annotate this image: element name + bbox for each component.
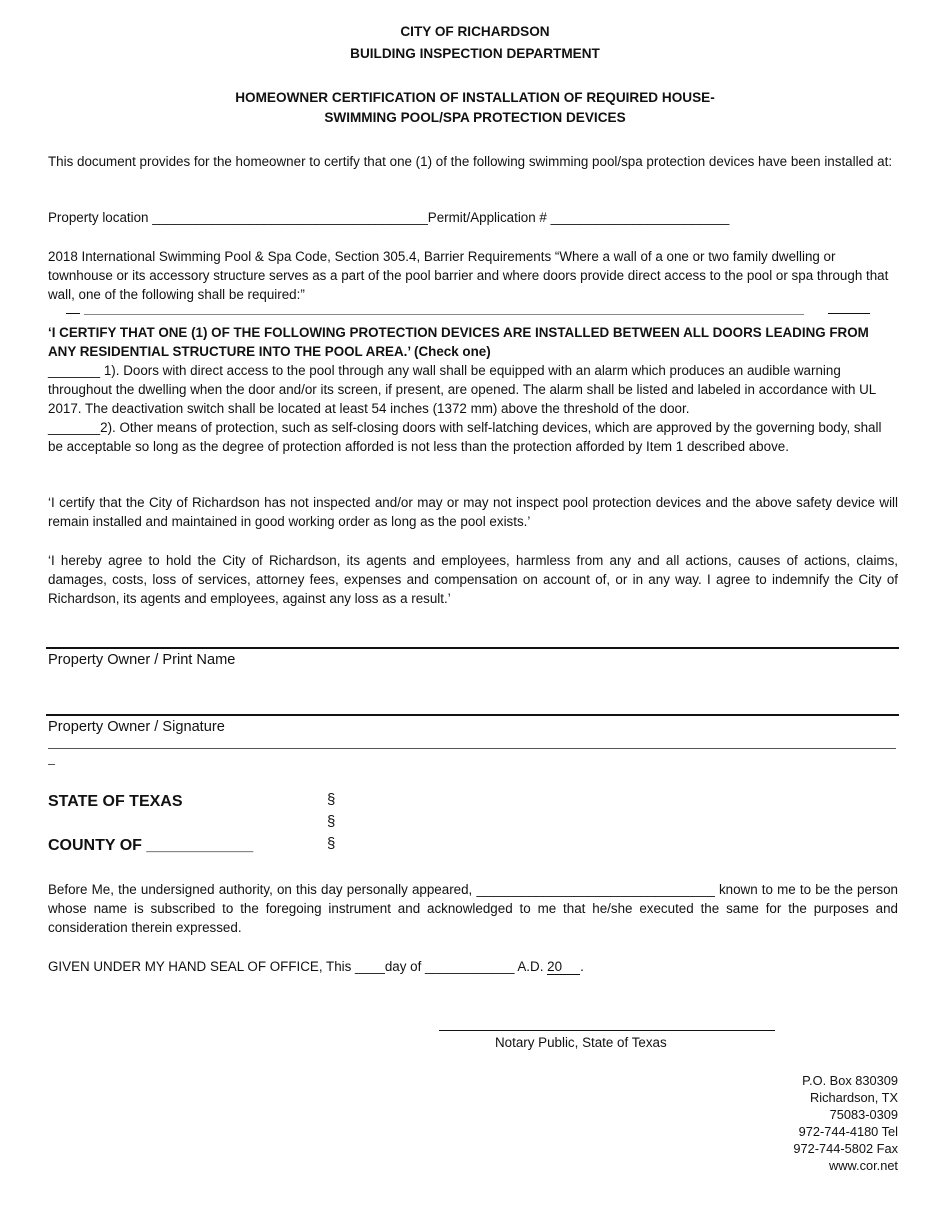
contact-zip: 75083-0309: [829, 1107, 898, 1122]
section-symbol-3: §: [327, 835, 336, 852]
permit-label: Permit/Application #: [427, 210, 547, 225]
option-1-text: 1). Doors with direct access to the pool through any wall shall be equipped with an alarm which produces an audible warning throughout the dwelling when the door and/or its screen, if present, are opened. The alarm shall be listed and labeled in accordance with UL 2017. The deactivation switch shall be located at least 54 inches (1372 mm) above the threshold of the door.: [48, 363, 876, 416]
underscore-row-line: [48, 748, 896, 749]
appeared-name-field[interactable]: ________________________________: [476, 882, 715, 897]
notary-label: Notary Public, State of Texas: [495, 1035, 667, 1050]
print-name-label: Property Owner / Print Name: [48, 652, 236, 668]
divider-rule: [84, 314, 804, 315]
certify-heading: ‘I CERTIFY THAT ONE (1) OF THE FOLLOWING PROTECTION DEVICES ARE INSTALLED BETWEEN ALL DOORS LEADING FROM ANY RESIDENTIAL STRUCTURE INTO THE POOL AREA.’ (Check one): [48, 325, 869, 359]
state-label: STATE OF TEXAS: [48, 793, 183, 810]
option-2-text: 2). Other means of protection, such as self-closing doors with self-latching devices, which are approved by the governing body, shall be acceptable so long as the degree of protection afforded is not less than the protection afforded by Item 1 described above.: [48, 420, 882, 454]
form-title-line-2: SWIMMING POOL/SPA PROTECTION DEVICES: [324, 110, 626, 125]
signature-line[interactable]: [46, 714, 899, 716]
code-reference-paragraph: 2018 International Swimming Pool & Spa Code, Section 305.4, Barrier Requirements “Where a wall of a one or two family dwelling or townhouse or its accessory structure serves as a part of the pool barrier and where doors provide direct access to the pool or spa through that wall, one of the following shall be required:”: [48, 249, 889, 302]
given-text: GIVEN UNDER MY HAND SEAL OF OFFICE, This ____day of ____________ A.D.: [48, 959, 544, 974]
contact-po-box: P.O. Box 830309: [802, 1073, 898, 1088]
property-fields-row: [48, 210, 729, 225]
indemnity-statement: ‘I hereby agree to hold the City of Richardson, its agents and employees, harmless from any and all actions, causes of actions, claims, damages, costs, loss of services, attorney fees, expenses and compensation on account of, or in any way. I agree to indemnify the City of Richardson, its agents and employees, against any loss as a result.’: [48, 553, 898, 606]
permit-number-field[interactable]: ________________________: [550, 210, 730, 225]
property-location-label: Property location: [48, 210, 149, 225]
divider-fragment-right: [828, 313, 870, 314]
contact-block: [793, 1072, 898, 1174]
year-period: .: [580, 959, 584, 974]
intro-paragraph: This document provides for the homeowner to certify that one (1) of the following swimming pool/spa protection devices have been installed at:: [48, 154, 893, 169]
acknowledgment-paragraph: [48, 880, 898, 937]
section-symbol-1: §: [327, 791, 336, 808]
form-title-line-1: HOMEOWNER CERTIFICATION OF INSTALLATION OF REQUIRED HOUSE-: [235, 90, 715, 105]
option-2: [48, 418, 898, 456]
contact-city: Richardson, TX: [810, 1090, 898, 1105]
underscore-tail: [48, 764, 55, 765]
divider-fragment-left: [66, 313, 80, 314]
year-field[interactable]: [547, 959, 580, 975]
print-name-line[interactable]: [46, 647, 899, 649]
contact-website[interactable]: www.cor.net: [829, 1158, 898, 1173]
contact-phone: 972-744-4180 Tel: [798, 1124, 898, 1139]
notary-signature-line[interactable]: [439, 1030, 775, 1031]
contact-fax: 972-744-5802 Fax: [793, 1141, 898, 1156]
signature-label: Property Owner / Signature: [48, 719, 225, 735]
property-location-field[interactable]: _____________________________________: [152, 210, 428, 225]
option-2-checkbox-blank[interactable]: _______: [48, 420, 101, 435]
department-name: BUILDING INSPECTION DEPARTMENT: [350, 46, 600, 61]
inspection-statement: ‘I certify that the City of Richardson has not inspected and/or may or may not inspect pool protection devices and the above safety device will remain installed and maintained in good working order as long as the pool exists.’: [48, 495, 898, 529]
section-symbol-2: §: [327, 813, 336, 830]
given-under-hand-line: [48, 959, 584, 975]
option-1: [48, 361, 898, 418]
acknowledgment-text-end: known to me to be the person whose name is subscribed to the foregoing instrument and acknowledged to me that he/she executed the same for the purposes and consideration therein expressed.: [48, 882, 898, 935]
year-prefix: 20: [547, 959, 563, 974]
option-1-checkbox-blank[interactable]: _______: [48, 363, 101, 378]
city-name: CITY OF RICHARDSON: [400, 24, 550, 39]
county-label: COUNTY OF ____________: [48, 837, 254, 854]
acknowledgment-text-start: Before Me, the undersigned authority, on this day personally appeared,: [48, 882, 473, 897]
